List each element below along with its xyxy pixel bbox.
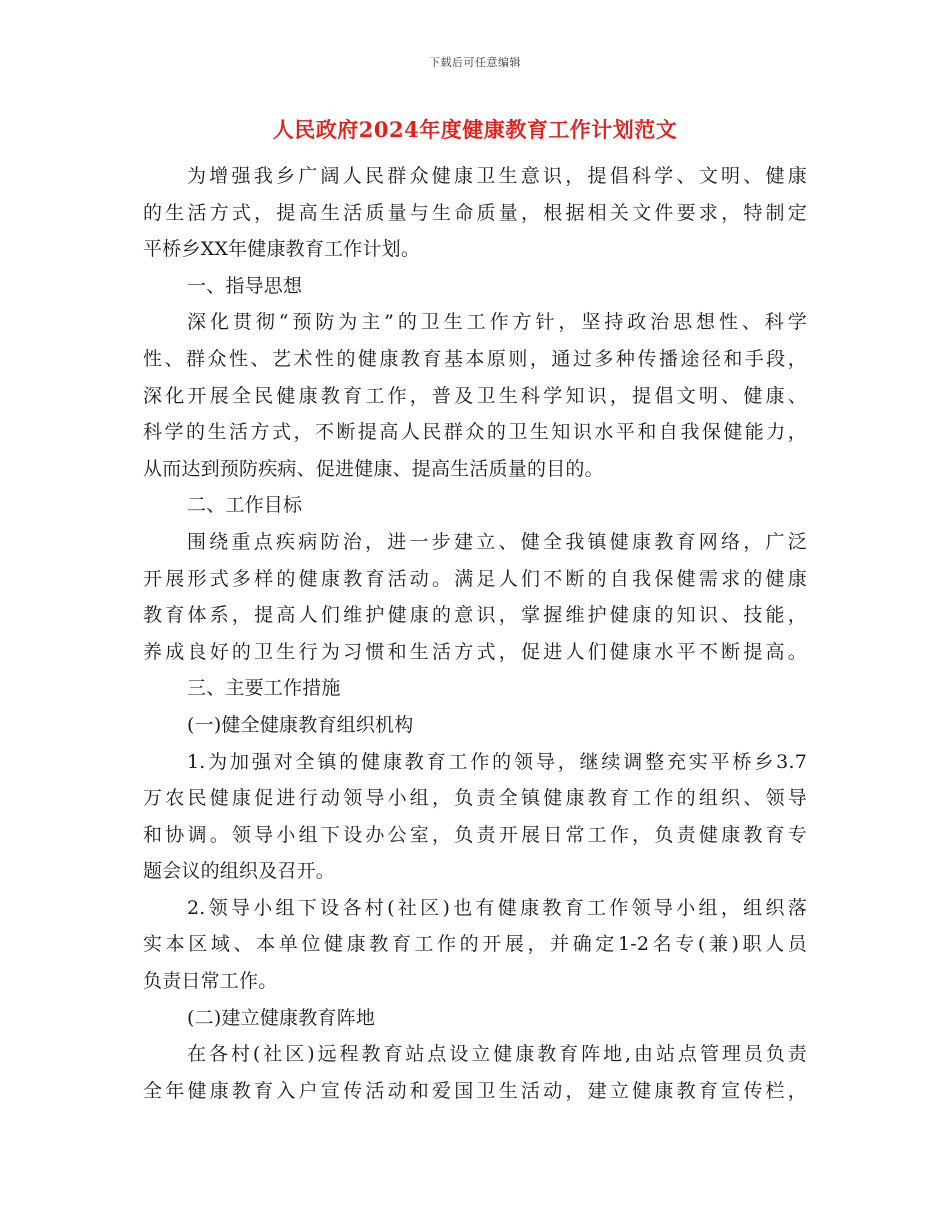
body-line: 深化开展全民健康教育工作，普及卫生科学知识，提倡文明、健康、 — [143, 384, 807, 407]
header-note: 下载后可任意编辑 — [429, 56, 521, 69]
body-line: 科学的生活方式，不断提高人民群众的卫生知识水平和自我保健能力， — [143, 421, 807, 444]
body-line: 的生活方式，提高生活质量与生命质量，根据相关文件要求，特制定 — [143, 201, 807, 224]
body-line: 1.为加强对全镇的健康教育工作的领导，继续调整充实平桥乡3.7 — [187, 750, 807, 773]
document-title: 人民政府2024年度健康教育工作计划范文 — [272, 117, 678, 142]
body-line: 三、主要工作措施 — [187, 677, 341, 700]
body-line: 2.领导小组下设各村(社区)也有健康教育工作领导小组，组织落 — [187, 896, 807, 919]
body-line: (二)建立健康教育阵地 — [187, 1006, 376, 1029]
body-line: 在各村(社区)远程教育站点设立健康教育阵地,由站点管理员负责 — [187, 1043, 807, 1066]
body-line: 围绕重点疾病防治，进一步建立、健全我镇健康教育网络，广泛 — [187, 530, 807, 553]
body-line: 养成良好的卫生行为习惯和生活方式，促进人们健康水平不断提高。 — [143, 640, 807, 663]
body-line: 一、指导思想 — [187, 274, 303, 297]
body-line: 为增强我乡广阔人民群众健康卫生意识，提倡科学、文明、健康 — [187, 165, 807, 187]
body-line: 开展形式多样的健康教育活动。满足人们不断的自我保健需求的健康 — [143, 567, 807, 590]
body-line: 教育体系，提高人们维护健康的意识，掌握维护健康的知识、技能， — [143, 604, 807, 627]
document-body — [143, 158, 807, 1109]
body-line: 和协调。领导小组下设办公室，负责开展日常工作，负责健康教育专 — [143, 823, 807, 846]
body-line: 全年健康教育入户宣传活动和爱国卫生活动，建立健康教育宣传栏， — [143, 1079, 807, 1102]
body-line: 二、工作目标 — [187, 494, 303, 517]
body-line: 题会议的组织及召开。 — [143, 860, 336, 883]
body-line: 负责日常工作。 — [143, 970, 278, 993]
body-line: 平桥乡XX年健康教育工作计划。 — [143, 238, 421, 261]
body-line: 万农民健康促进行动领导小组，负责全镇健康教育工作的组织、领导 — [143, 787, 807, 810]
body-line: 深化贯彻“预防为主”的卫生工作方针，坚持政治思想性、科学 — [187, 311, 807, 334]
body-line: 实本区域、本单位健康教育工作的开展，并确定1-2名专(兼)职人员 — [143, 933, 807, 956]
body-line: 从而达到预防疾病、促进健康、提高生活质量的目的。 — [143, 457, 604, 480]
body-line: 性、群众性、艺术性的健康教育基本原则，通过多种传播途径和手段， — [143, 347, 807, 370]
body-line: (一)健全健康教育组织机构 — [187, 713, 414, 736]
